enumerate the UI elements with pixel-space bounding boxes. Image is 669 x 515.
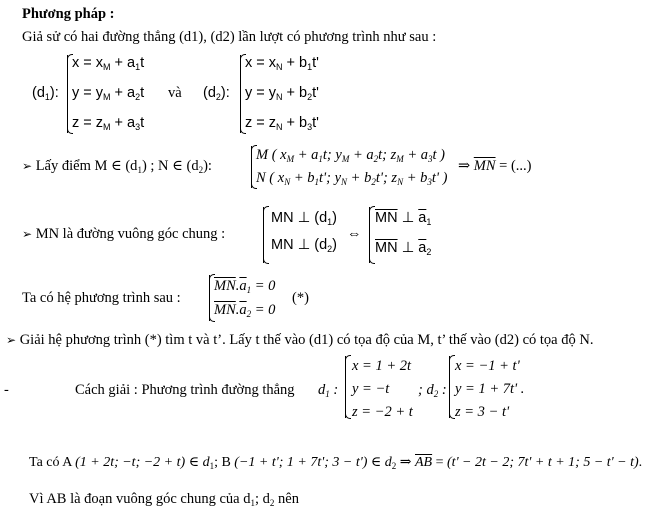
solution-d1-brace <box>345 356 346 418</box>
bullet-arrow-icon: ➢ <box>22 159 33 173</box>
step1-row2: N ( $x_N + b_1t'$; $y_N + b_2t'$; $z_N + b_3t'$ ) <box>256 170 448 187</box>
solution-text: Cách giải : Phương trình đường thẳng <box>75 382 295 398</box>
step3-brace <box>209 275 210 321</box>
d2-eq-x: $x = x_N + b_1t'$ <box>245 55 319 72</box>
step2-row4: $\overline{MN}$ ⊥ $\overline{a}_2$ <box>375 240 432 257</box>
step4-content: Giải hệ phương trình (*) tìm t và t’. Lấy t thế vào (d1) có tọa độ của M, t’ thế vào (d2) có tọa độ N. <box>19 332 594 348</box>
taco-line: Ta có A (1 + 2t; −t; −2 + t) ∈ $d_1$; B (−1 + t'; 1 + 7t'; 3 − t') ∈ $d_2$ ⇒ $\overline{AB} = (t' - 2t - 2$; 7t' + t + 1; 5 − t' − t). <box>29 455 643 471</box>
d1-eq-z: $z = z_M + a_3t$ <box>72 115 145 132</box>
step1-brace <box>251 146 252 188</box>
solution-d2-row1: x = −1 + t' <box>455 358 520 374</box>
bullet-arrow-icon: ➢ <box>6 333 17 347</box>
d2-brace <box>240 55 241 133</box>
connector-va: và <box>168 85 182 101</box>
step2-equiv: ⇔ <box>347 226 362 242</box>
intro-text: Giả sử có hai đường thẳng (d1), (d2) lần lượt có phương trình như sau : <box>22 29 437 45</box>
d1-brace <box>67 55 68 133</box>
heading: Phương pháp : <box>22 6 115 22</box>
bullet-arrow-icon: ➢ <box>22 227 33 241</box>
solution-d2-row3: z = 3 − t' <box>455 404 510 420</box>
solution-d1-row1: x = 1 + 2t <box>352 358 412 374</box>
step2-brace-left <box>263 207 264 263</box>
solution-d1-label: $d_1$ : <box>318 382 339 399</box>
step1-text: ➢ Lấy điểm M ∈ $(d_1)$ ; N ∈ $(d_2)$: <box>22 158 212 175</box>
solution-d2-row2: y = 1 + 7t' . <box>455 381 525 397</box>
step2-row2: MN ⊥ $(d_2)$ <box>271 237 337 254</box>
step1-row1: M ( $x_M + a_1t$; $y_M + a_2t$; $z_M + a_3t$ ) <box>256 147 446 164</box>
step2-row1: MN ⊥ $(d_1)$ <box>271 210 337 227</box>
step2-text: ➢ MN là đường vuông góc chung : <box>22 226 226 242</box>
d2-eq-y: $y = y_N + b_2t'$ <box>245 85 319 102</box>
solution-d2-brace <box>449 356 450 418</box>
step3-text: Ta có hệ phương trình sau : <box>22 290 181 306</box>
d2-label: $(d_2)$: <box>203 85 230 102</box>
solution-d2-label: ; $d_2$ : <box>418 382 447 399</box>
d1-eq-y: $y = y_M + a_2t$ <box>72 85 145 102</box>
step2-row3: $\overline{MN}$ ⊥ $\overline{a}_1$ <box>375 210 432 227</box>
solution-dash: - <box>4 382 9 398</box>
step2-brace-right <box>369 207 370 263</box>
solution-d1-row3: z = −2 + t <box>352 404 413 420</box>
d1-eq-x: $x = x_M + a_1t$ <box>72 55 145 72</box>
step4-text <box>6 332 593 349</box>
solution-d1-row2: y = −t <box>352 381 390 397</box>
last-line: Vì AB là đoạn vuông góc chung của $d_1$; $d_2$ nên <box>29 491 299 508</box>
d1-label: $(d_1)$: <box>32 85 59 102</box>
step3-row2: $\overline{MN}.\overline{a}_2 = 0$ <box>214 302 276 319</box>
d2-eq-z: $z = z_N + b_3t'$ <box>245 115 319 132</box>
step3-row1: $\overline{MN}.\overline{a}_1 = 0$ <box>214 278 276 295</box>
step3-mark: (*) <box>292 290 309 306</box>
step1-result: ⇒ $\overline{MN}$ = (...) <box>458 158 532 174</box>
